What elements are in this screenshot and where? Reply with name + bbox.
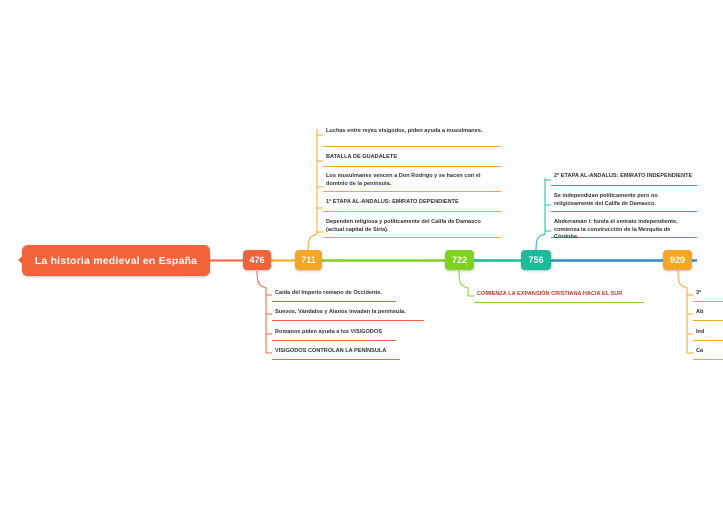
branch-929-underline-2 [693,320,723,321]
branch-722-underline-1 [474,302,644,303]
root-node[interactable] [22,245,210,276]
date-node-722-label: 722 [451,255,468,265]
date-node-722[interactable] [445,250,474,270]
branch-476-underline-3 [272,340,396,341]
date-node-756-label: 756 [528,255,544,265]
branch-929-item-2[interactable]: Ab [696,309,704,315]
branch-711-underline-2 [323,166,501,167]
branch-929-underline-4 [693,359,723,360]
branch-711-item-4[interactable]: 1ª ETAPA AL-ANDALUS: EMIRATO DEPENDIENTE [326,199,459,205]
branch-711-item-1[interactable]: Luchas entre reyes visigodos, piden ayuda a musulmanes. [326,128,483,134]
branch-711-underline-4 [323,211,501,212]
branch-476-underline-4 [272,359,400,360]
branch-929-underline-1 [693,301,723,302]
branch-756-underline-1 [551,185,697,186]
branch-476-item-3[interactable]: Romanos piden ayuda a los VISIGODOS [275,329,382,335]
branch-756-item-2[interactable]: Se independizan políticamente pero no religiosamente del Califa de Damasco. [554,193,658,207]
branch-711-item-2[interactable]: BATALLA DE GUADALETE [326,154,398,160]
date-node-711[interactable] [295,250,322,270]
branch-756-item-1[interactable]: 2ª ETAPA AL-ANDALUS: EMIRATO INDEPENDIENTE [554,173,693,179]
branch-711-item-5[interactable]: Dependen religiosa y políticamente del Califa de Damasco (actual capital de Siria). [326,219,481,233]
branch-756-item-3[interactable]: Abderramán I: funda el emirato independiente, comienza la construcción de la Mezquita de Córdoba. [554,219,678,241]
branch-711-underline-1 [323,146,501,147]
date-node-929[interactable] [663,250,692,270]
branch-929-item-4[interactable]: Ca [696,348,704,354]
branch-476-item-4[interactable]: VISIGODOS CONTROLAN LA PENÍNSULA [275,348,387,354]
branch-476-underline-1 [272,301,396,302]
branch-476-underline-2 [272,320,424,321]
branch-711-underline-5 [323,237,501,238]
branch-722-item-1[interactable]: COMIENZA LA EXPANSIÓN CRISTIANA HACIA EL SUR [477,291,623,297]
date-node-476-label: 476 [249,255,265,265]
branch-476-item-2[interactable]: Suevos, Vándalos y Alanos invaden la península. [275,309,406,315]
branch-711-item-3[interactable]: Los musulmanes vencen a Don Rodrigo y se hacen con el dominio de la península. [326,173,481,187]
branch-756-underline-2 [551,211,697,212]
branch-929-item-3[interactable]: Ind [696,329,705,335]
date-node-756[interactable] [521,250,551,270]
date-node-476[interactable] [243,250,271,270]
date-node-929-label: 929 [669,255,686,265]
branch-711-underline-3 [323,191,501,192]
branch-929-underline-3 [693,340,723,341]
root-node-label: La historia medieval en España [34,254,198,267]
date-node-711-label: 711 [301,255,316,265]
branch-476-item-1[interactable]: Caída del Imperio romano de Occidente. [275,290,382,296]
branch-929-item-1[interactable]: 3ª [696,290,702,296]
